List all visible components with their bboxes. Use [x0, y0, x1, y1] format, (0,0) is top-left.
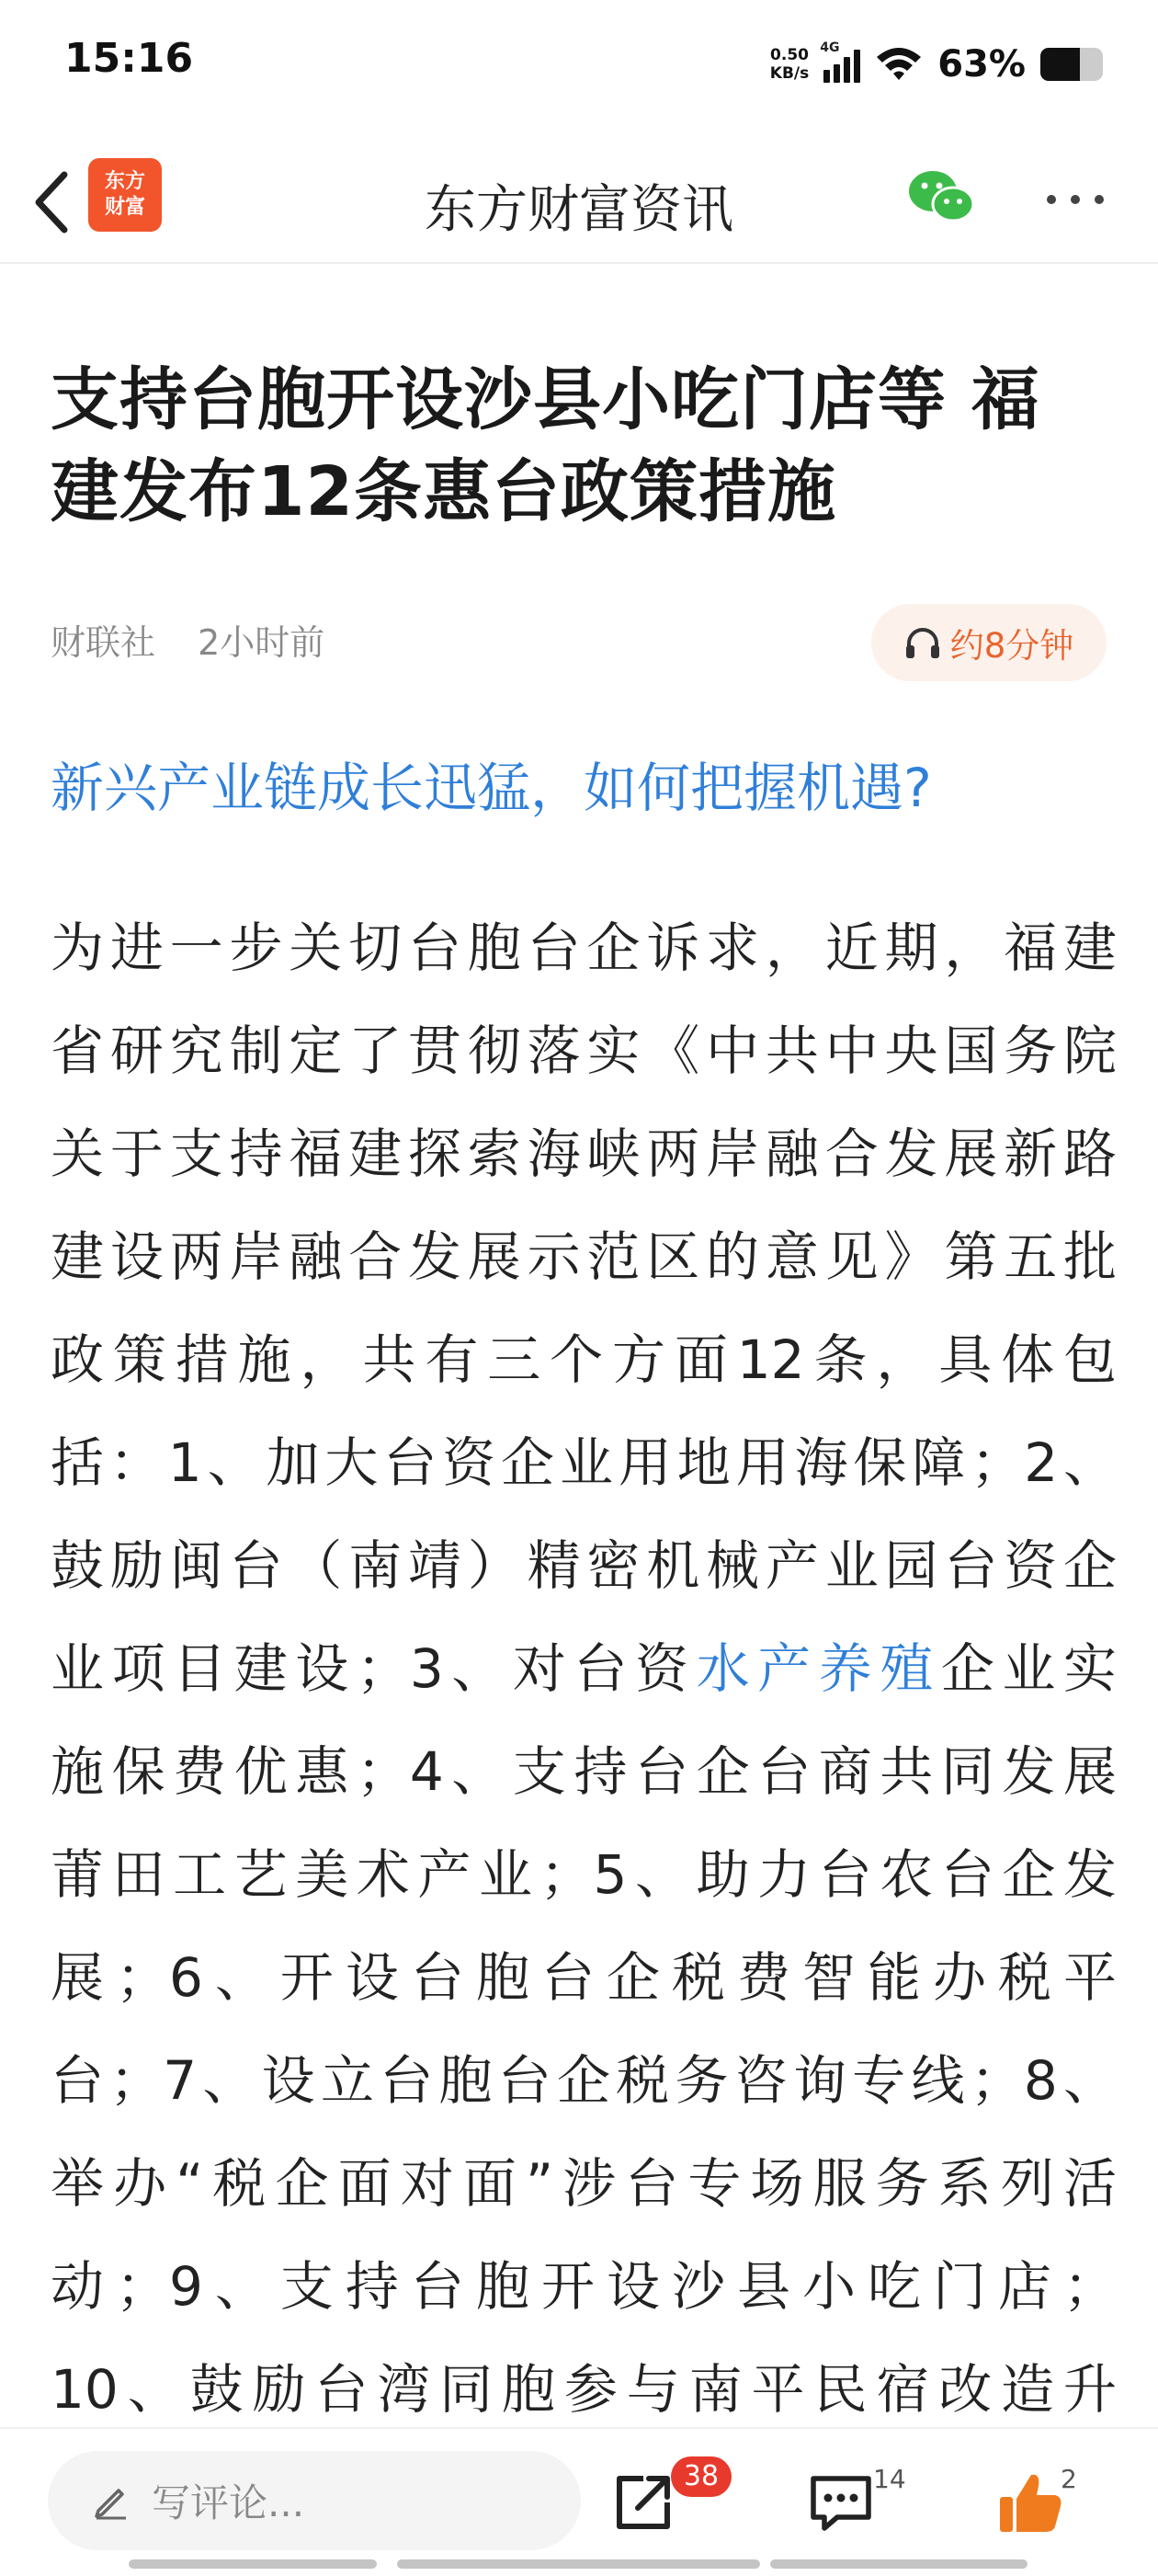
article-body [51, 896, 1117, 2441]
signal-bar [834, 64, 840, 83]
comment-icon[interactable] [804, 2466, 878, 2539]
gesture-indicator [770, 2559, 1027, 2569]
thumbs-up-icon[interactable] [994, 2466, 1068, 2539]
more-icon[interactable] [1039, 167, 1112, 232]
network-speed [770, 46, 809, 83]
like-count: 2 [1061, 2464, 1077, 2494]
logo-text-line2: 财富 [104, 196, 145, 219]
body-line-with-link [51, 1617, 1117, 1720]
headphones-icon [904, 625, 941, 660]
body-line: 括：1、加大台资企业用地用海保障；2、 [51, 1431, 1117, 1494]
logo-text-line1: 东方 [104, 170, 145, 193]
battery-fill [1040, 48, 1080, 81]
article-meta [51, 614, 356, 665]
listen-button[interactable] [871, 604, 1107, 681]
promo-link[interactable]: 新兴产业链成长迅猛，如何把握机遇? [51, 757, 932, 819]
network-speed-value: 0.50 [770, 46, 809, 64]
signal-bar [844, 57, 850, 83]
status-time: 15:16 [64, 35, 194, 82]
keyword-link[interactable]: 水产养殖 [696, 1637, 941, 1700]
article-time: 2小时前 [198, 622, 325, 663]
gesture-indicator [129, 2559, 377, 2569]
cellular-signal-icon [820, 40, 860, 83]
signal-bar [854, 50, 860, 83]
comment-count: 14 [873, 2464, 906, 2494]
share-count-badge: 38 [671, 2456, 732, 2497]
body-line: 10、鼓励台湾同胞参与南平民宿改造升 [51, 2358, 1117, 2421]
share-icon[interactable] [607, 2466, 680, 2539]
signal-type-label: 4G [820, 40, 840, 55]
headline-line: 支持台胞开设沙县小吃门店等 福 [51, 360, 1040, 439]
pencil-icon [89, 2479, 131, 2522]
nav-bar [0, 147, 1158, 264]
comment-placeholder: 写评论... [152, 2480, 305, 2525]
body-line: 莆田工艺美术产业；5、助力台农台企发 [51, 1843, 1117, 1906]
body-line: 为进一步关切台胞台企诉求，近期，福建 [51, 917, 1117, 979]
body-line: 动；9、支持台胞开设沙县小吃门店； [51, 2255, 1117, 2318]
battery-icon [1040, 48, 1103, 81]
bottom-action-bar [0, 2427, 1158, 2576]
comment-input[interactable] [48, 2451, 581, 2550]
headline-line: 建发布12条惠台政策措施 [51, 452, 836, 531]
status-bar [0, 0, 1158, 124]
body-line-prefix: 业项目建设；3、对台资 [51, 1637, 697, 1700]
page-title: 东方财富资讯 [425, 180, 733, 240]
body-line: 举办“税企面对面”涉台专场服务系列活 [51, 2152, 1117, 2215]
listen-duration: 约8分钟 [949, 626, 1074, 666]
body-line: 展；6、开设台胞台企税费智能办税平 [51, 1946, 1117, 2009]
wifi-icon [875, 46, 923, 83]
body-line: 建设两岸融合发展示范区的意见》第五批 [51, 1225, 1117, 1288]
network-speed-unit: KB/s [769, 64, 810, 83]
body-line: 台；7、设立台胞台企税务咨询专线；8、 [51, 2049, 1117, 2112]
signal-bar [823, 70, 830, 83]
article-headline [51, 354, 1117, 538]
body-line: 关于支持福建探索海峡两岸融合发展新路 [51, 1123, 1117, 1185]
battery-percent: 63% [937, 43, 1026, 85]
body-line-suffix: 企业实 [940, 1637, 1117, 1700]
wechat-icon[interactable] [905, 165, 979, 230]
body-line: 省研究制定了贯彻落实《中共中央国务院 [51, 1020, 1117, 1082]
body-line: 鼓励闽台（南靖）精密机械产业园台资企 [51, 1534, 1117, 1597]
body-line: 施保费优惠；4、支持台企台商共同发展 [51, 1740, 1117, 1803]
gesture-indicator [397, 2559, 760, 2569]
status-icons [770, 37, 1103, 92]
body-line: 政策措施，共有三个方面12条，具体包 [51, 1328, 1117, 1391]
article-source[interactable]: 财联社 [51, 622, 156, 663]
